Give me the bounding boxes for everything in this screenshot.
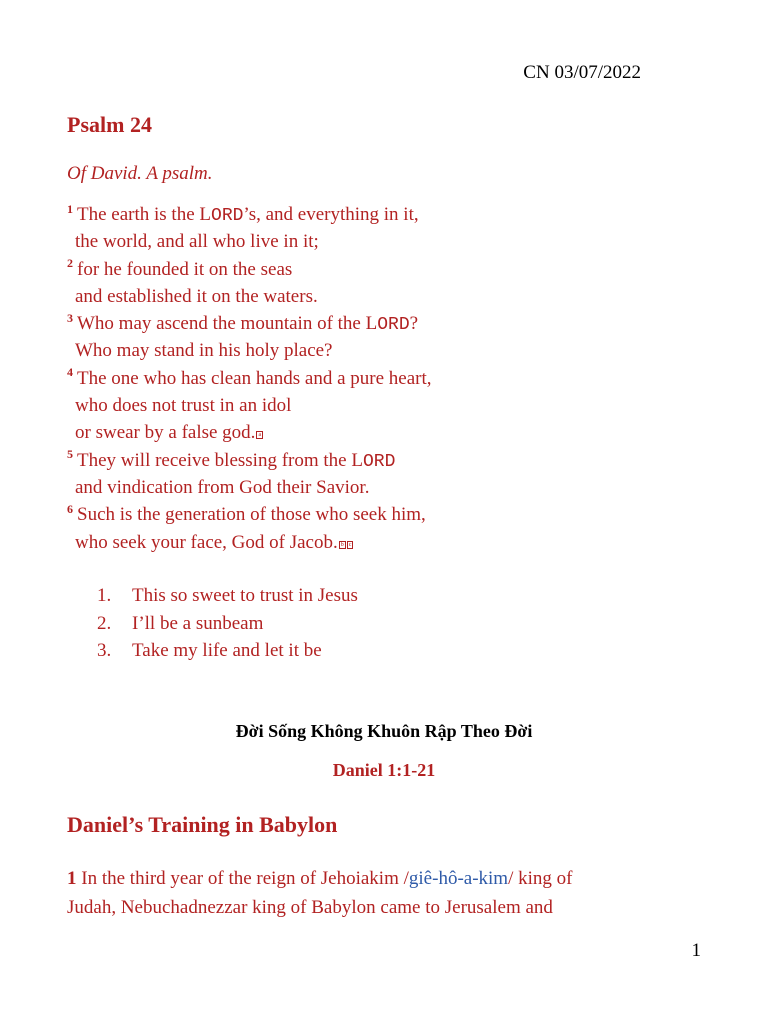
verse-text: the world, and all who live in it; xyxy=(75,231,319,253)
verse-text: Who may ascend the mountain of the L xyxy=(77,313,378,335)
sermon-title: Đời Sống Không Khuôn Rập Theo Đời xyxy=(235,721,533,741)
footnote-link[interactable]: a xyxy=(258,432,262,439)
psalm-line xyxy=(67,228,432,255)
verse-text: ? xyxy=(409,313,419,335)
service-date: CN 03/07/2022 xyxy=(523,62,641,83)
lord-small-caps: ORD xyxy=(362,451,396,472)
body-paragraph xyxy=(67,864,572,922)
body-text-line1-end: / king of xyxy=(508,868,573,889)
scripture-reference: Daniel 1:1-21 xyxy=(332,760,436,780)
body-text-line2: Judah, Nebuchadnezzar king of Babylon came to Jerusalem and xyxy=(67,897,553,918)
verse-number: 4 xyxy=(67,365,73,380)
verse-text: and established it on the waters. xyxy=(75,285,318,307)
psalm-line xyxy=(67,529,432,556)
verse-text: Such is the generation of those who seek him, xyxy=(77,504,426,526)
song-number: 1. xyxy=(97,585,112,606)
psalm-line xyxy=(67,474,432,501)
psalm-line xyxy=(67,310,432,337)
lord-small-caps: ORD xyxy=(377,315,410,336)
psalm-line xyxy=(67,365,432,392)
page-number: 1 xyxy=(691,940,701,961)
body-verse-number: 1 xyxy=(67,868,77,889)
verse-text: They will receive blessing from the L xyxy=(77,449,363,471)
verse-text: The earth is the L xyxy=(77,204,212,225)
psalm-line xyxy=(67,283,432,310)
verse-text: Who may stand in his holy place? xyxy=(75,340,333,362)
song-item xyxy=(97,637,358,665)
verse-number: 3 xyxy=(67,310,73,325)
song-number: 3. xyxy=(97,640,112,661)
psalm-title: Psalm 24 xyxy=(67,112,152,137)
pronunciation-hint: giê-hô-a-kim xyxy=(408,868,509,889)
verse-text: who does not trust in an idol xyxy=(75,395,292,417)
psalm-verses xyxy=(67,201,432,556)
verse-text: and vindication from God their Savior. xyxy=(75,476,370,498)
verse-number: 6 xyxy=(67,501,73,516)
song-title: Take my life and let it be xyxy=(132,640,322,661)
song-list xyxy=(97,582,358,665)
song-item xyxy=(97,610,358,638)
lord-small-caps: ORD xyxy=(211,206,244,226)
psalm-line xyxy=(67,256,432,283)
psalm-line xyxy=(67,419,432,446)
section-heading: Daniel’s Training in Babylon xyxy=(67,812,338,837)
psalm-line xyxy=(67,337,432,364)
verse-text: or swear by a false god. xyxy=(75,422,256,444)
verse-number: 1 xyxy=(67,201,73,216)
verse-number: 5 xyxy=(67,447,73,462)
psalm-line xyxy=(67,392,432,419)
psalm-subtitle: Of David. A psalm. xyxy=(67,163,213,184)
song-item xyxy=(97,582,358,610)
verse-text: ’s, and everything in it, xyxy=(243,204,419,225)
song-number: 2. xyxy=(97,612,112,634)
body-text-start: In the third year of the reign of Jehoiakim / xyxy=(76,868,409,889)
verse-number: 2 xyxy=(67,256,73,271)
footnote-link[interactable]: c xyxy=(348,541,352,548)
psalm-line xyxy=(67,201,432,228)
psalm-line xyxy=(67,501,432,528)
song-title: This so sweet to trust in Jesus xyxy=(132,585,358,606)
verse-text: who seek your face, God of Jacob. xyxy=(75,531,338,553)
footnote-link[interactable]: b xyxy=(340,541,344,548)
psalm-line xyxy=(67,447,432,474)
song-title: I’ll be a sunbeam xyxy=(132,612,264,634)
verse-text: The one who has clean hands and a pure heart, xyxy=(77,367,432,389)
verse-text: for he founded it on the seas xyxy=(77,258,293,280)
